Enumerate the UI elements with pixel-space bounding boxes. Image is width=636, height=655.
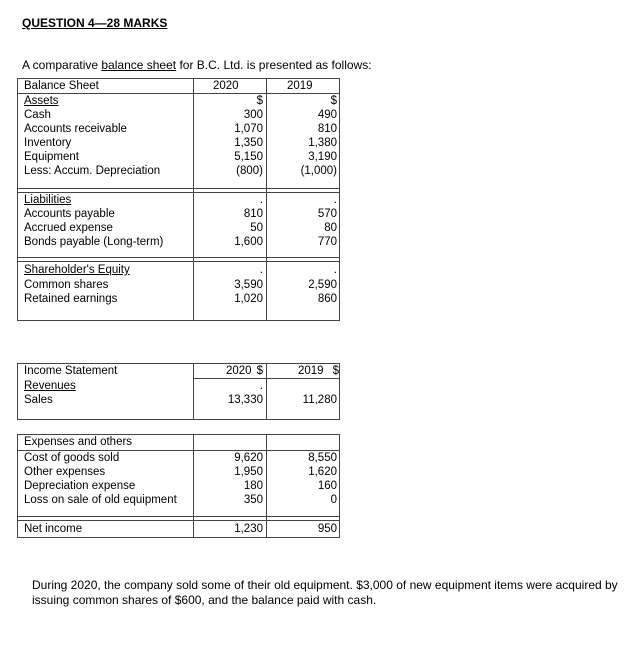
asset-label: Less: Accum. Depreciation	[24, 165, 161, 177]
net-income-rule-2	[17, 520, 340, 521]
equity-dot-2020: .	[259, 264, 263, 276]
expense-value-2019: 160	[317, 480, 337, 492]
is-currency-2019: $	[332, 365, 339, 377]
intro-suffix: for B.C. Ltd. is presented as follows:	[176, 58, 372, 72]
asset-label: Equipment	[24, 151, 79, 163]
asset-label: Accounts receivable	[24, 123, 127, 135]
is-col-divider-2	[266, 363, 267, 420]
asset-value-2019: 490	[317, 109, 337, 121]
liabilities-heading: Liabilities	[24, 194, 72, 206]
asset-value-2020: 300	[243, 109, 263, 121]
intro-text	[22, 58, 372, 72]
bs-col-divider-2	[266, 78, 267, 321]
is-col-divider-1	[193, 363, 194, 420]
liability-value-2020: 50	[250, 222, 263, 234]
bs-section-rule-3	[17, 257, 340, 258]
bs-header-rule	[17, 93, 340, 94]
is-title: Income Statement	[24, 365, 118, 377]
bs-currency-2020: $	[256, 95, 263, 107]
expense-label: Depreciation expense	[24, 480, 136, 492]
is-year-2020: 2020	[226, 365, 252, 377]
expense-value-2020: 180	[243, 480, 263, 492]
equity-value-2020: 3,590	[234, 279, 263, 291]
asset-value-2019: 1,380	[308, 137, 337, 149]
sales-label: Sales	[24, 394, 53, 406]
is-header-rule	[193, 378, 340, 379]
asset-value-2019: (1,000)	[300, 165, 337, 177]
sales-value-2019: 11,280	[302, 394, 337, 406]
sales-value-2020: 13,330	[227, 394, 263, 406]
equity-heading: Shareholder's Equity	[24, 264, 130, 276]
liabilities-dot-2019: .	[333, 194, 337, 206]
expense-label: Cost of goods sold	[24, 452, 120, 464]
asset-value-2020: (800)	[236, 165, 263, 177]
equity-dot-2019: .	[333, 264, 337, 276]
liability-label: Accounts payable	[24, 208, 115, 220]
net-income-label: Net income	[24, 523, 83, 535]
bs-section-rule-4	[17, 261, 340, 262]
asset-value-2020: 1,070	[234, 123, 263, 135]
expense-value-2019: 0	[330, 494, 337, 506]
assets-heading: Assets	[24, 95, 59, 107]
liabilities-dot-2020: .	[259, 194, 263, 206]
is-year-2019: 2019	[298, 365, 324, 377]
equity-label: Common shares	[24, 279, 109, 291]
asset-value-2020: 1,350	[234, 137, 263, 149]
intro-prefix: A comparative	[22, 58, 102, 72]
liability-label: Bonds payable (Long-term)	[24, 236, 164, 248]
equity-label: Retained earnings	[24, 293, 118, 305]
liability-value-2020: 810	[243, 208, 263, 220]
asset-label: Inventory	[24, 137, 72, 149]
bs-title: Balance Sheet	[24, 80, 99, 92]
bs-currency-2019: $	[330, 95, 337, 107]
net-income-value-2019: 950	[317, 523, 337, 535]
equity-value-2020: 1,020	[234, 293, 263, 305]
expenses-heading: Expenses and others	[24, 436, 133, 448]
is-currency-2020: $	[256, 365, 263, 377]
liability-value-2019: 80	[324, 222, 337, 234]
question-title: QUESTION 4—28 MARKS	[22, 16, 168, 30]
expense-value-2019: 1,620	[308, 466, 337, 478]
bs-section-rule-1	[17, 188, 340, 189]
bs-year-2020: 2020	[213, 80, 239, 92]
equity-value-2019: 860	[317, 293, 337, 305]
bs-col-divider-1	[193, 78, 194, 321]
net-income-value-2020: 1,230	[234, 523, 263, 535]
expense-value-2019: 8,550	[308, 452, 337, 464]
expense-label: Other expenses	[24, 466, 106, 478]
revenues-heading: Revenues	[24, 380, 76, 392]
expense-label: Loss on sale of old equipment	[24, 494, 177, 506]
expense-value-2020: 1,950	[234, 466, 263, 478]
liability-value-2019: 570	[317, 208, 337, 220]
asset-value-2019: 810	[317, 123, 337, 135]
liability-label: Accrued expense	[24, 222, 113, 234]
balance-sheet-link[interactable]: balance sheet	[101, 58, 177, 72]
expense-value-2020: 350	[243, 494, 263, 506]
net-income-rule-1	[17, 516, 340, 517]
bs-year-2019: 2019	[287, 80, 313, 92]
equity-value-2019: 2,590	[308, 279, 337, 291]
asset-label: Cash	[24, 109, 51, 121]
asset-value-2020: 5,150	[234, 151, 263, 163]
expense-value-2020: 9,620	[234, 452, 263, 464]
asset-value-2019: 3,190	[308, 151, 337, 163]
equipment-note: During 2020, the company sold some of their old equipment. $3,000 of new equipment items were acquired by issuing common shares of $600, and the balance paid with cash.	[32, 578, 618, 607]
revenues-dot: .	[259, 380, 263, 392]
liability-value-2020: 1,600	[234, 236, 263, 248]
liability-value-2019: 770	[317, 236, 337, 248]
